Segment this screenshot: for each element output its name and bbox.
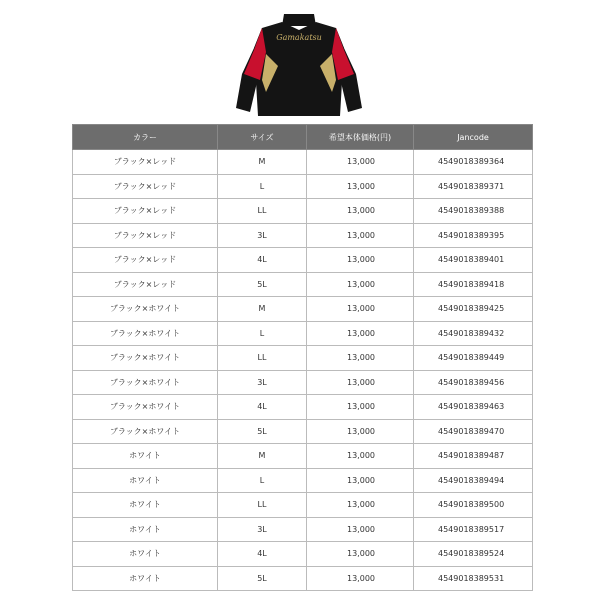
cell-color: ブラック×ホワイト bbox=[73, 395, 218, 420]
table-header-row bbox=[73, 125, 533, 150]
cell-price: 13,000 bbox=[307, 321, 414, 346]
cell-jan: 4549018389500 bbox=[414, 493, 533, 518]
header-price: 希望本体価格(円) bbox=[307, 125, 414, 150]
table-row bbox=[73, 468, 533, 493]
cell-jan: 4549018389494 bbox=[414, 468, 533, 493]
cell-jan: 4549018389388 bbox=[414, 199, 533, 224]
cell-size: 4L bbox=[218, 542, 307, 567]
cell-color: ブラック×レッド bbox=[73, 174, 218, 199]
cell-color: ブラック×レッド bbox=[73, 199, 218, 224]
cell-jan: 4549018389487 bbox=[414, 444, 533, 469]
cell-jan: 4549018389531 bbox=[414, 566, 533, 591]
table-row bbox=[73, 370, 533, 395]
cell-jan: 4549018389395 bbox=[414, 223, 533, 248]
cell-jan: 4549018389517 bbox=[414, 517, 533, 542]
header-jancode: Jancode bbox=[414, 125, 533, 150]
cell-price: 13,000 bbox=[307, 223, 414, 248]
cell-jan: 4549018389449 bbox=[414, 346, 533, 371]
cell-color: ブラック×レッド bbox=[73, 248, 218, 273]
cell-price: 13,000 bbox=[307, 248, 414, 273]
table-row bbox=[73, 419, 533, 444]
cell-color: ブラック×レッド bbox=[73, 150, 218, 175]
cell-size: 5L bbox=[218, 419, 307, 444]
table-row bbox=[73, 444, 533, 469]
cell-price: 13,000 bbox=[307, 370, 414, 395]
cell-price: 13,000 bbox=[307, 272, 414, 297]
cell-size: LL bbox=[218, 199, 307, 224]
cell-color: ブラック×レッド bbox=[73, 223, 218, 248]
cell-size: L bbox=[218, 174, 307, 199]
cell-jan: 4549018389425 bbox=[414, 297, 533, 322]
cell-price: 13,000 bbox=[307, 395, 414, 420]
cell-jan: 4549018389371 bbox=[414, 174, 533, 199]
cell-size: 5L bbox=[218, 272, 307, 297]
table-row bbox=[73, 248, 533, 273]
cell-price: 13,000 bbox=[307, 174, 414, 199]
cell-color: ブラック×ホワイト bbox=[73, 419, 218, 444]
table-row bbox=[73, 542, 533, 567]
cell-jan: 4549018389524 bbox=[414, 542, 533, 567]
table-row bbox=[73, 272, 533, 297]
cell-jan: 4549018389418 bbox=[414, 272, 533, 297]
cell-size: 4L bbox=[218, 248, 307, 273]
cell-color: ブラック×レッド bbox=[73, 272, 218, 297]
jacket-collar bbox=[282, 14, 316, 26]
cell-color: ブラック×ホワイト bbox=[73, 370, 218, 395]
cell-jan: 4549018389456 bbox=[414, 370, 533, 395]
cell-size: 3L bbox=[218, 223, 307, 248]
header-color: カラー bbox=[73, 125, 218, 150]
cell-price: 13,000 bbox=[307, 444, 414, 469]
cell-color: ホワイト bbox=[73, 493, 218, 518]
cell-jan: 4549018389401 bbox=[414, 248, 533, 273]
cell-price: 13,000 bbox=[307, 493, 414, 518]
table-row bbox=[73, 174, 533, 199]
cell-price: 13,000 bbox=[307, 199, 414, 224]
header-size: サイズ bbox=[218, 125, 307, 150]
table-row bbox=[73, 346, 533, 371]
spec-table bbox=[72, 124, 533, 591]
table-row bbox=[73, 566, 533, 591]
cell-color: ホワイト bbox=[73, 517, 218, 542]
cell-color: ホワイト bbox=[73, 542, 218, 567]
cell-price: 13,000 bbox=[307, 517, 414, 542]
cell-color: ホワイト bbox=[73, 566, 218, 591]
cell-jan: 4549018389432 bbox=[414, 321, 533, 346]
table-row bbox=[73, 395, 533, 420]
cell-color: ブラック×ホワイト bbox=[73, 297, 218, 322]
cell-price: 13,000 bbox=[307, 566, 414, 591]
cell-size: L bbox=[218, 468, 307, 493]
table-row bbox=[73, 150, 533, 175]
cell-size: 5L bbox=[218, 566, 307, 591]
jacket-logo: Gamakatsu bbox=[276, 33, 322, 42]
cell-color: ブラック×ホワイト bbox=[73, 346, 218, 371]
table-row bbox=[73, 321, 533, 346]
table-row bbox=[73, 223, 533, 248]
table-row bbox=[73, 517, 533, 542]
cell-price: 13,000 bbox=[307, 297, 414, 322]
cell-price: 13,000 bbox=[307, 419, 414, 444]
cell-color: ホワイト bbox=[73, 468, 218, 493]
cell-price: 13,000 bbox=[307, 468, 414, 493]
cell-size: LL bbox=[218, 346, 307, 371]
cell-color: ブラック×ホワイト bbox=[73, 321, 218, 346]
cell-size: L bbox=[218, 321, 307, 346]
cell-size: M bbox=[218, 150, 307, 175]
cell-size: 3L bbox=[218, 370, 307, 395]
cell-color: ホワイト bbox=[73, 444, 218, 469]
product-jacket-image bbox=[232, 8, 366, 120]
cell-price: 13,000 bbox=[307, 346, 414, 371]
cell-size: M bbox=[218, 297, 307, 322]
cell-size: 3L bbox=[218, 517, 307, 542]
cell-size: M bbox=[218, 444, 307, 469]
cell-jan: 4549018389364 bbox=[414, 150, 533, 175]
cell-jan: 4549018389470 bbox=[414, 419, 533, 444]
cell-size: LL bbox=[218, 493, 307, 518]
table-row bbox=[73, 493, 533, 518]
table-row bbox=[73, 297, 533, 322]
cell-price: 13,000 bbox=[307, 542, 414, 567]
cell-size: 4L bbox=[218, 395, 307, 420]
table-row bbox=[73, 199, 533, 224]
cell-jan: 4549018389463 bbox=[414, 395, 533, 420]
cell-price: 13,000 bbox=[307, 150, 414, 175]
